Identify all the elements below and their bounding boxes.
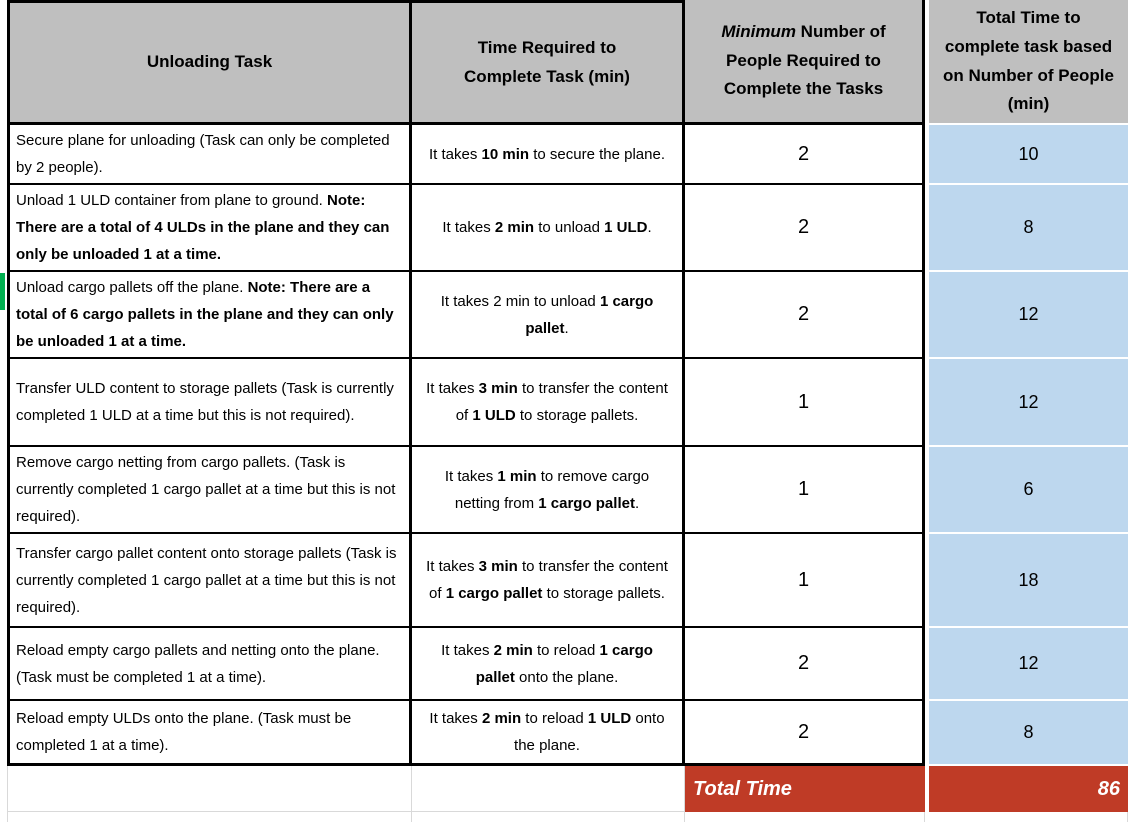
task-cell: Unload cargo pallets off the plane. Note: There are a total of 6 cargo pallets in the plane and they can only be unloaded 1 at a time. — [7, 272, 412, 359]
table-row — [7, 359, 1128, 447]
total-time-cell: 10 — [925, 125, 1128, 185]
task-cell: Reload empty cargo pallets and netting onto the plane. (Task must be completed 1 at a time). — [7, 628, 412, 701]
total-time-cell: 18 — [925, 534, 1128, 628]
min-people-cell: 2 — [685, 272, 925, 359]
time-required-cell: It takes 1 min to remove cargo netting from 1 cargo pallet. — [412, 447, 685, 534]
table-row — [7, 272, 1128, 359]
min-people-cell: 2 — [685, 628, 925, 701]
empty-cell — [685, 812, 925, 822]
table-row — [7, 125, 1128, 185]
time-required-cell: It takes 2 min to reload 1 cargo pallet onto the plane. — [412, 628, 685, 701]
task-cell: Transfer ULD content to storage pallets (Task is currently completed 1 ULD at a time but this is not required). — [7, 359, 412, 447]
column-header-total: Total Time to complete task based on Number of People (min) — [925, 0, 1128, 125]
empty-cell — [925, 812, 1128, 822]
total-time-cell: 12 — [925, 359, 1128, 447]
total-time-cell: 12 — [925, 628, 1128, 701]
table-row — [7, 185, 1128, 272]
min-people-cell: 2 — [685, 125, 925, 185]
column-header-people: Minimum Number of People Required to Complete the Tasks — [685, 0, 925, 125]
total-time-label: Total Time — [685, 766, 925, 812]
empty-cell — [7, 812, 412, 822]
empty-cell — [7, 766, 412, 812]
time-required-cell: It takes 3 min to transfer the content of 1 ULD to storage pallets. — [412, 359, 685, 447]
time-required-cell: It takes 10 min to secure the plane. — [412, 125, 685, 185]
empty-grid-row — [7, 812, 1128, 822]
time-required-cell: It takes 3 min to transfer the content of 1 cargo pallet to storage pallets. — [412, 534, 685, 628]
empty-cell — [412, 766, 685, 812]
task-cell: Transfer cargo pallet content onto storage pallets (Task is currently completed 1 cargo pallet at a time but this is not required). — [7, 534, 412, 628]
table-row — [7, 701, 1128, 766]
task-cell: Remove cargo netting from cargo pallets. (Task is currently completed 1 cargo pallet at a time but this is not required). — [7, 447, 412, 534]
empty-cell — [412, 812, 685, 822]
total-time-cell: 8 — [925, 185, 1128, 272]
task-cell: Secure plane for unloading (Task can only be completed by 2 people). — [7, 125, 412, 185]
table-row — [7, 628, 1128, 701]
min-people-cell: 1 — [685, 359, 925, 447]
time-required-cell: It takes 2 min to unload 1 ULD. — [412, 185, 685, 272]
table-row — [7, 447, 1128, 534]
time-required-cell: It takes 2 min to unload 1 cargo pallet. — [412, 272, 685, 359]
header-row — [7, 0, 1128, 125]
column-header-task: Unloading Task — [7, 0, 412, 125]
unloading-tasks-table — [7, 0, 1128, 822]
min-people-cell: 2 — [685, 701, 925, 766]
time-required-cell: It takes 2 min to reload 1 ULD onto the plane. — [412, 701, 685, 766]
total-time-cell: 8 — [925, 701, 1128, 766]
total-time-value: 86 — [925, 766, 1128, 812]
column-header-time: Time Required to Complete Task (min) — [412, 0, 685, 125]
total-time-cell: 6 — [925, 447, 1128, 534]
green-edge-marker — [0, 273, 5, 310]
min-people-cell: 1 — [685, 447, 925, 534]
task-cell: Unload 1 ULD container from plane to ground. Note: There are a total of 4 ULDs in the plane and they can only be unloaded 1 at a time. — [7, 185, 412, 272]
total-time-cell: 12 — [925, 272, 1128, 359]
table-row — [7, 534, 1128, 628]
min-people-cell: 1 — [685, 534, 925, 628]
task-cell: Reload empty ULDs onto the plane. (Task must be completed 1 at a time). — [7, 701, 412, 766]
total-row — [7, 766, 1128, 812]
min-people-cell: 2 — [685, 185, 925, 272]
